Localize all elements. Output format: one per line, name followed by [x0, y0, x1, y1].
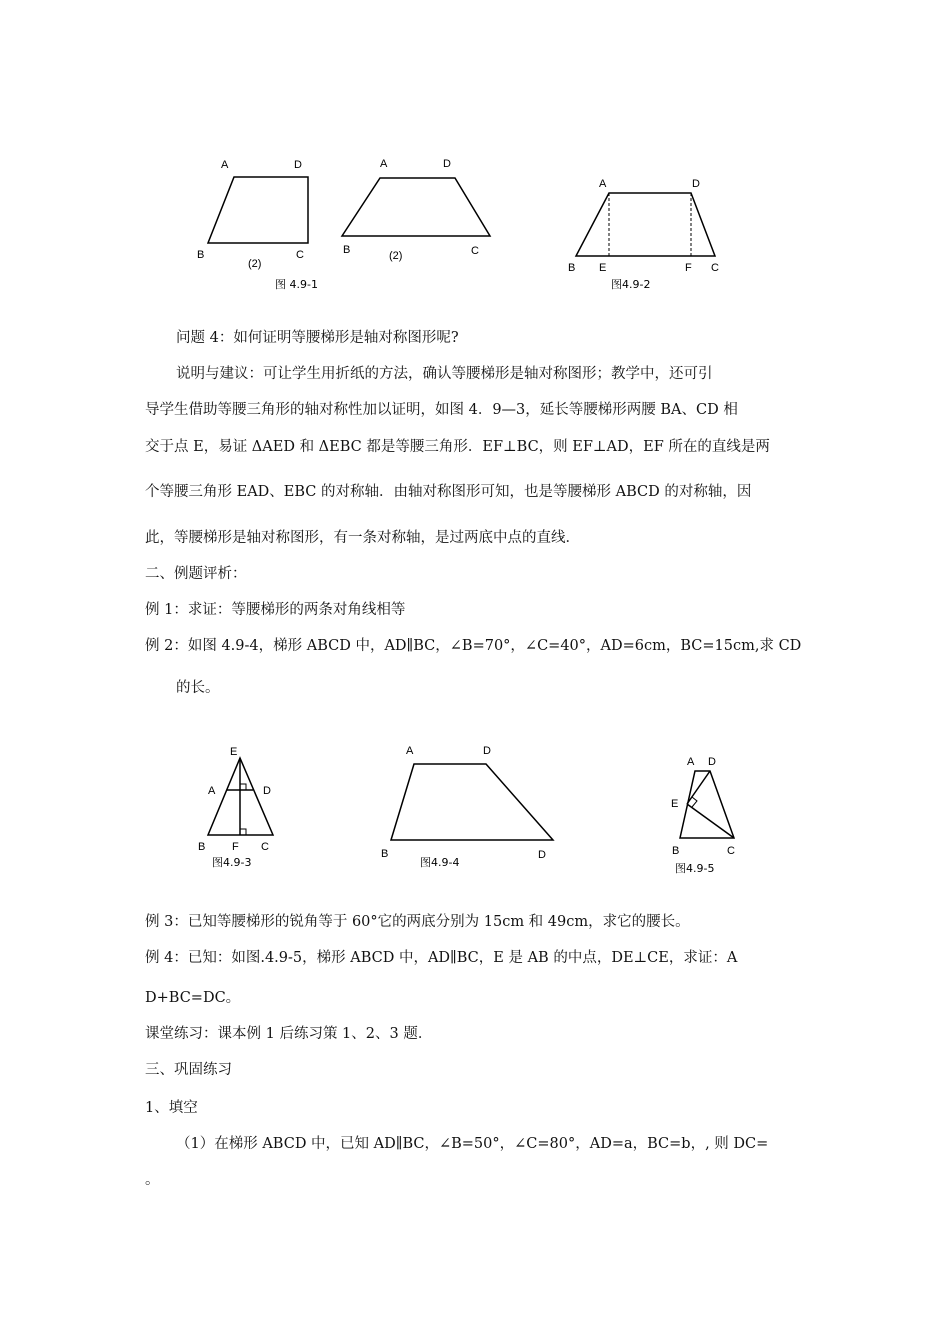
question-4: 问题 4：如何证明等腰梯形是轴对称图形呢?: [176, 330, 459, 346]
figure-4-9-1-drawing: [190, 150, 510, 300]
figure-caption: 图 4.9-1: [275, 278, 318, 291]
right-angle-mark: [240, 784, 246, 790]
trapezoid-shape: [576, 193, 715, 256]
label-e: E: [599, 262, 607, 274]
trapezoid-abcd-shape: [391, 764, 553, 840]
label-f: F: [685, 262, 692, 274]
isosceles-trapezoid-shape: [342, 178, 490, 236]
label-b: B: [672, 845, 680, 857]
label-c: C: [711, 262, 719, 274]
example-4-line-2: D+BC=DC。: [145, 990, 241, 1006]
label-d: D: [483, 745, 491, 757]
label-c: C: [296, 249, 304, 261]
problem-1-line-1: （1）在梯形 ABCD 中，已知 AD∥BC，∠B=50°，∠C=80°，AD=a，BC=b，, 则 DC=: [176, 1136, 769, 1152]
sublabel: (2): [248, 258, 262, 270]
label-e: E: [230, 746, 238, 758]
section-3-heading: 三、巩固练习: [145, 1062, 232, 1078]
note-line-3: 交于点 E，易证 ΔAED 和 ΔEBC 都是等腰三角形．EF⊥BC，则 EF⊥AD，EF 所在的直线是两: [145, 439, 770, 455]
label-b: B: [568, 262, 576, 274]
label-f: F: [232, 841, 239, 853]
label-b: B: [381, 848, 389, 860]
right-trapezoid-shape: [208, 177, 308, 243]
figure-4-9-3: [190, 740, 290, 880]
classroom-practice: 课堂练习：课本例 1 后练习策 1、2、3 题．: [145, 1026, 433, 1042]
figure-caption: 图4.9-4: [420, 856, 460, 869]
example-3: 例 3：已知等腰梯形的锐角等于 60°它的两底分别为 15cm 和 49cm，求它的腰长。: [145, 914, 690, 930]
fill-in-heading: 1、填空: [145, 1100, 198, 1116]
label-b: B: [198, 841, 206, 853]
label-d: D: [294, 159, 302, 171]
example-4-line-1: 例 4：已知：如图.4.9-5，梯形 ABCD 中，AD∥BC，E 是 AB 的中点，DE⊥CE，求证：A: [145, 950, 738, 966]
label-d: D: [443, 158, 451, 170]
example-2-line-1: 例 2：如图 4.9-4，梯形 ABCD 中，AD∥BC，∠B=70°，∠C=40°，AD=6cm，BC=15cm,求 CD: [145, 638, 802, 654]
figure-4-9-5: [665, 750, 775, 880]
label-a: A: [221, 159, 229, 171]
figure-4-9-2: [565, 170, 735, 300]
section-2-heading: 二、例题评析：: [145, 566, 247, 582]
figure-4-9-2-drawing: [565, 170, 735, 300]
figure-4-9-4-drawing: [370, 735, 570, 875]
figure-4-9-4: [370, 735, 570, 875]
label-c: C: [261, 841, 269, 853]
label-b: B: [197, 249, 205, 261]
problem-1-line-2: 。: [145, 1172, 160, 1188]
right-angle-mark: [692, 797, 697, 807]
figure-caption: 图4.9-3: [212, 856, 252, 869]
label-a: A: [380, 158, 388, 170]
label-a: A: [687, 756, 695, 768]
example-2-line-2: 的长。: [176, 680, 220, 696]
note-line-1: 说明与建议：可让学生用折纸的方法，确认等腰梯形是轴对称图形；教学中，还可引: [176, 366, 713, 382]
figure-4-9-5-drawing: [665, 750, 775, 880]
label-a: A: [208, 785, 216, 797]
label-d-bottom: D: [538, 849, 546, 861]
figure-caption: 图4.9-5: [675, 862, 715, 875]
figure-4-9-3-drawing: [190, 740, 290, 880]
note-line-4: 个等腰三角形 EAD、EBC 的对称轴．由轴对称图形可知，也是等腰梯形 ABCD 的对称轴，因: [145, 484, 752, 500]
example-1: 例 1：求证：等腰梯形的两条对角线相等: [145, 602, 406, 618]
figure-caption: 图4.9-2: [611, 278, 651, 291]
label-e: E: [671, 798, 679, 810]
label-c: C: [727, 845, 735, 857]
sublabel: (2): [389, 250, 403, 262]
label-a: A: [406, 745, 414, 757]
right-angle-mark: [240, 829, 246, 835]
figure-4-9-1: [190, 150, 510, 300]
note-line-5: 此，等腰梯形是轴对称图形，有一条对称轴，是过两底中点的直线．: [145, 530, 580, 546]
label-d: D: [263, 785, 271, 797]
label-b: B: [343, 244, 351, 256]
label-d: D: [692, 178, 700, 190]
label-a: A: [599, 178, 607, 190]
label-c: C: [471, 245, 479, 257]
segment-ce: [687, 804, 734, 838]
note-line-2: 导学生借助等腰三角形的轴对称性加以证明，如图 4．9—3，延长等腰梯形两腰 BA、CD 相: [145, 402, 738, 418]
label-d: D: [708, 756, 716, 768]
segment-de: [687, 771, 710, 804]
